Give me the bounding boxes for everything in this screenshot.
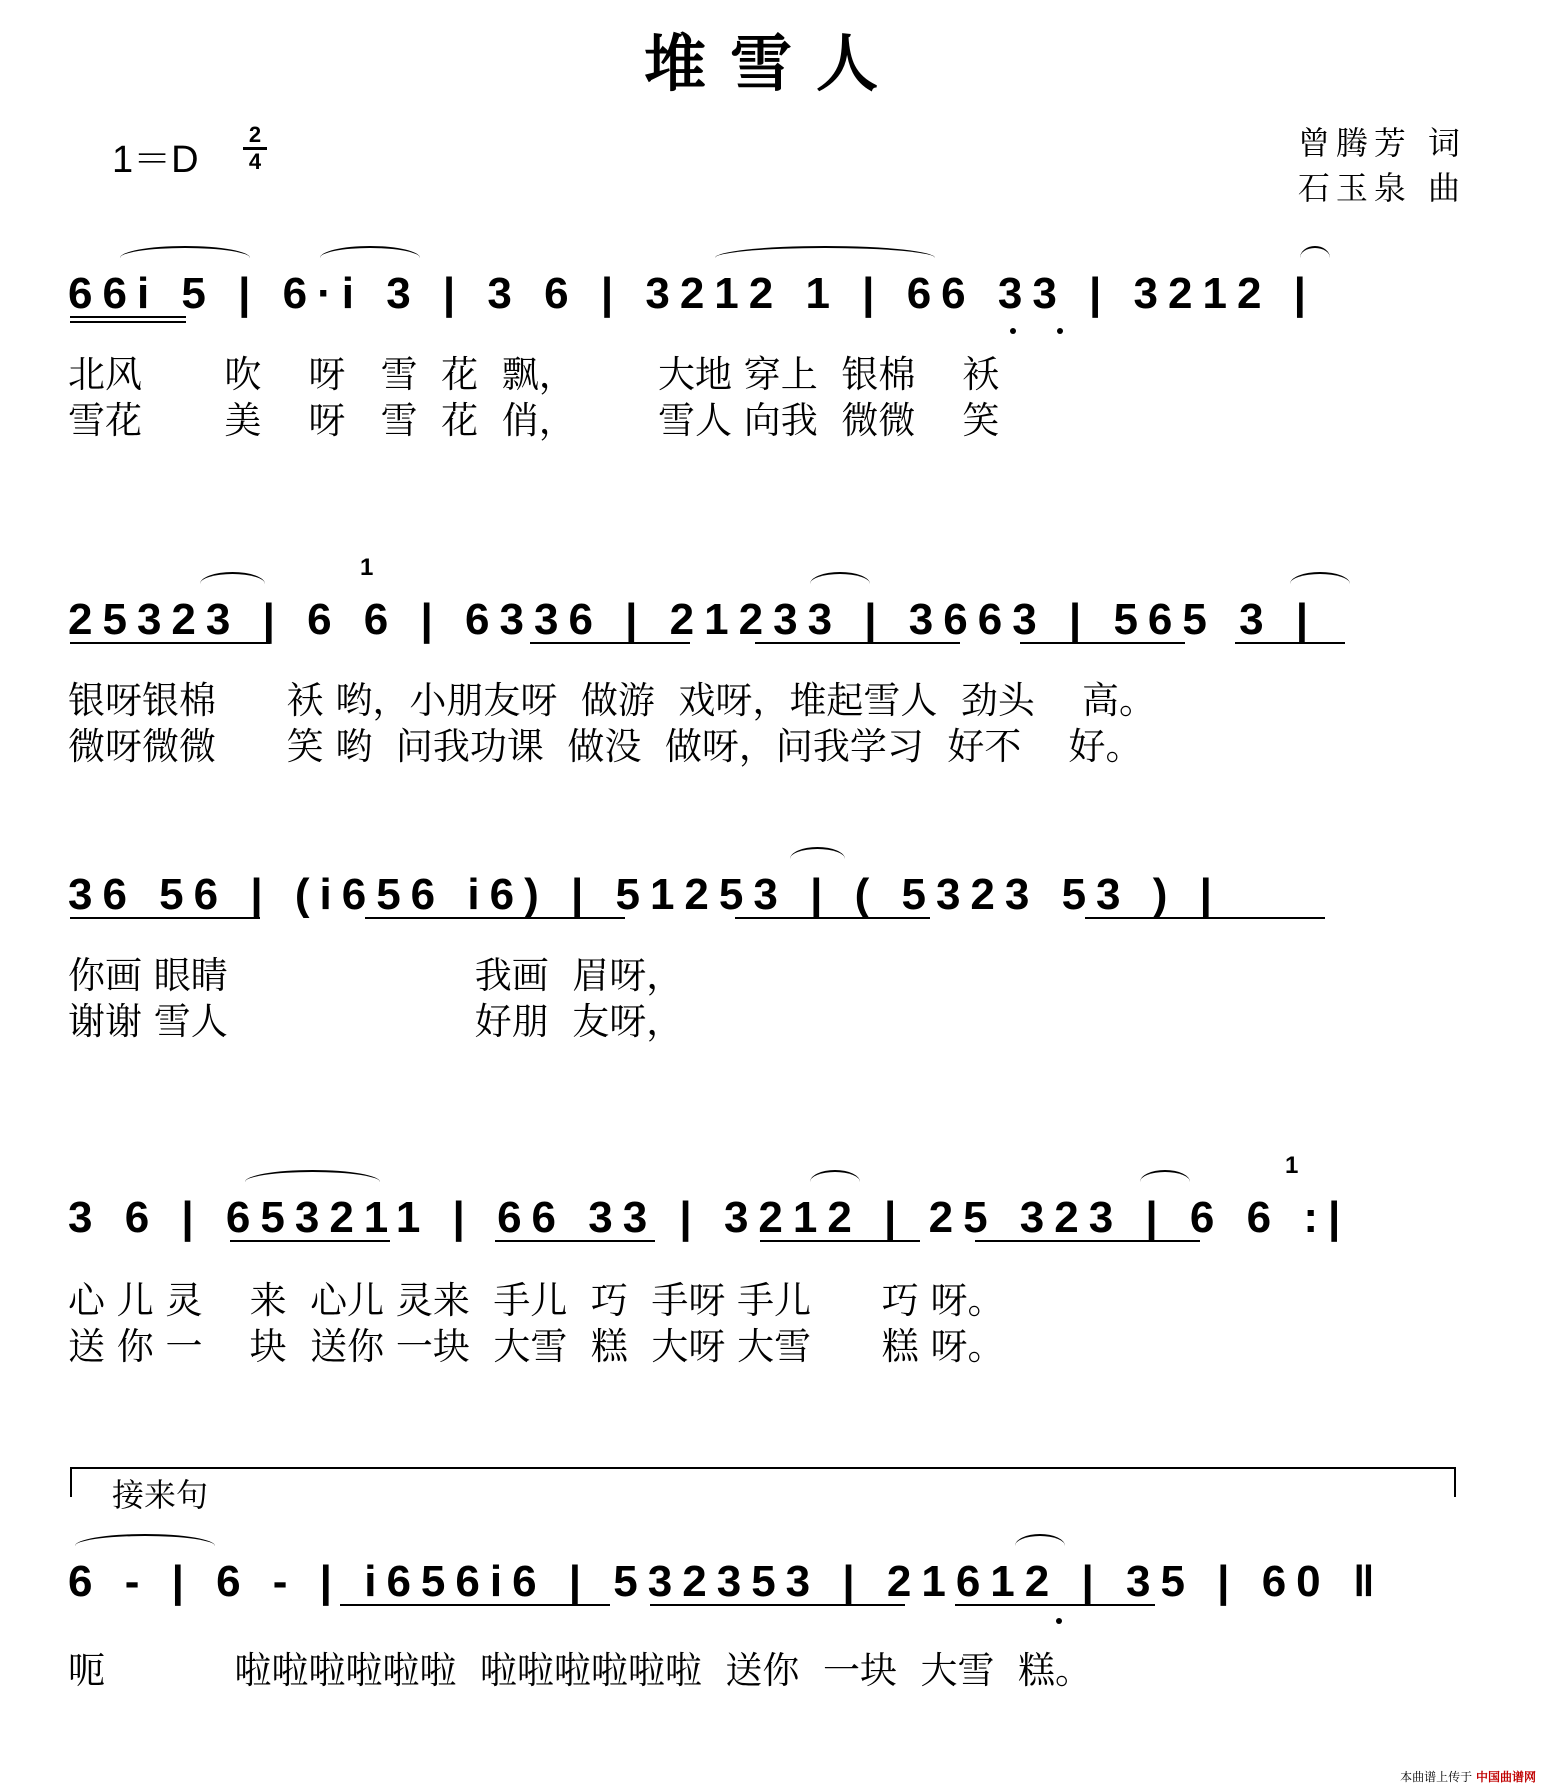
- composer-credit: 石玉泉 曲: [1297, 169, 1466, 207]
- low-octave-dot: [1010, 328, 1016, 334]
- lyric-verse-2: 微呀微微 笑 哟 问我功课 做没 做呀，问我学习 好不 好。: [68, 725, 1143, 768]
- key-signature: 1＝D: [112, 139, 199, 181]
- notation-line: 36 56 | (i656 i6) | 51253 | ( 5323 53 ) |: [68, 870, 1222, 919]
- beam-line: [755, 642, 960, 644]
- notation-line: 66i 5 | 6·i 3 | 3 6 | 3212 1 | 66 33 | 3212 |: [68, 269, 1316, 318]
- lyric-verse-2: 谢谢 雪人 好朋 友呀，: [68, 1000, 684, 1043]
- slur-mark: [120, 246, 250, 270]
- slur-mark: [1290, 572, 1350, 596]
- slur-mark: [1015, 1534, 1065, 1558]
- beam-line: [530, 642, 690, 644]
- slur-mark: [1300, 246, 1330, 270]
- slur-mark: [810, 1170, 860, 1194]
- coda-bracket: [70, 1467, 1455, 1469]
- coda-label: 接来句: [112, 1476, 209, 1514]
- lyric-verse-1: 你画 眼睛 我画 眉呀，: [68, 954, 684, 997]
- time-signature: [243, 124, 267, 173]
- beam-line: [340, 1604, 610, 1606]
- slur-mark: [75, 1534, 215, 1558]
- low-octave-dot: [1056, 1618, 1062, 1624]
- lyric-coda: 呃 啦啦啦啦啦啦 啦啦啦啦啦啦 送你 一块 大雪 糕。: [68, 1649, 1092, 1692]
- time-signature-top: 2: [248, 122, 262, 147]
- coda-bracket-left: [70, 1467, 72, 1497]
- beam-line: [650, 1604, 905, 1606]
- beam-line: [735, 917, 930, 919]
- coda-bracket-right: [1454, 1467, 1456, 1497]
- beam-line: [1235, 642, 1345, 644]
- slur-mark: [245, 1170, 380, 1194]
- notation-line: 25323 | 6 6 | 6336 | 21233 | 3663 | 565 3 |: [68, 595, 1319, 644]
- slur-mark: [1140, 1170, 1190, 1194]
- footer-text: 本曲谱上传于: [1400, 1770, 1473, 1784]
- beam-line: [1020, 642, 1185, 644]
- beam-line: [70, 917, 260, 919]
- beam-line: [230, 1240, 390, 1242]
- song-title: 堆雪人: [643, 27, 902, 100]
- lyric-verse-1: 心 儿 灵 来 心儿 灵来 手儿 巧 手呀 手儿 巧 呀。: [68, 1279, 1005, 1322]
- site-footer: [1400, 1768, 1536, 1785]
- volta-mark: 1: [1285, 1152, 1299, 1179]
- lyric-verse-1: 银呀银棉 袄 哟，小朋友呀 做游 戏呀，堆起雪人 劲头 高。: [68, 679, 1156, 722]
- notation-line: 6 - | 6 - | i656i6 | 532353 | 21612 | 35 | 60 ‖: [68, 1557, 1385, 1606]
- beam-line: [1085, 917, 1325, 919]
- lyric-verse-1: 北风 吹 呀 雪 花 飘， 大地 穿上 银棉 袄: [68, 353, 1000, 396]
- time-signature-bottom: 4: [248, 149, 262, 174]
- slur-mark: [200, 572, 265, 596]
- beam-line: [975, 1240, 1200, 1242]
- beam-line: [760, 1240, 920, 1242]
- lyric-verse-2: 送 你 一 块 送你 一块 大雪 糕 大呀 大雪 糕 呀。: [68, 1325, 1005, 1368]
- lyricist-credit: 曾腾芳 词: [1297, 124, 1466, 162]
- beam-line: [495, 1240, 655, 1242]
- volta-mark: 1: [360, 554, 374, 581]
- slur-mark: [810, 572, 870, 596]
- beam-line: [70, 321, 186, 323]
- lyric-verse-2: 雪花 美 呀 雪 花 俏， 雪人 向我 微微 笑: [68, 399, 1000, 442]
- beam-line: [365, 917, 625, 919]
- beam-line: [70, 642, 270, 644]
- low-octave-dot: [1057, 328, 1063, 334]
- footer-site[interactable]: 中国曲谱网: [1475, 1770, 1536, 1784]
- slur-mark: [790, 847, 845, 871]
- beam-line: [955, 1604, 1155, 1606]
- beam-line: [70, 316, 186, 318]
- slur-mark: [715, 246, 935, 270]
- slur-mark: [320, 246, 420, 270]
- notation-line: 3 6 | 653211 | 66 33 | 3212 | 25 323 | 6 6 :|: [68, 1193, 1351, 1242]
